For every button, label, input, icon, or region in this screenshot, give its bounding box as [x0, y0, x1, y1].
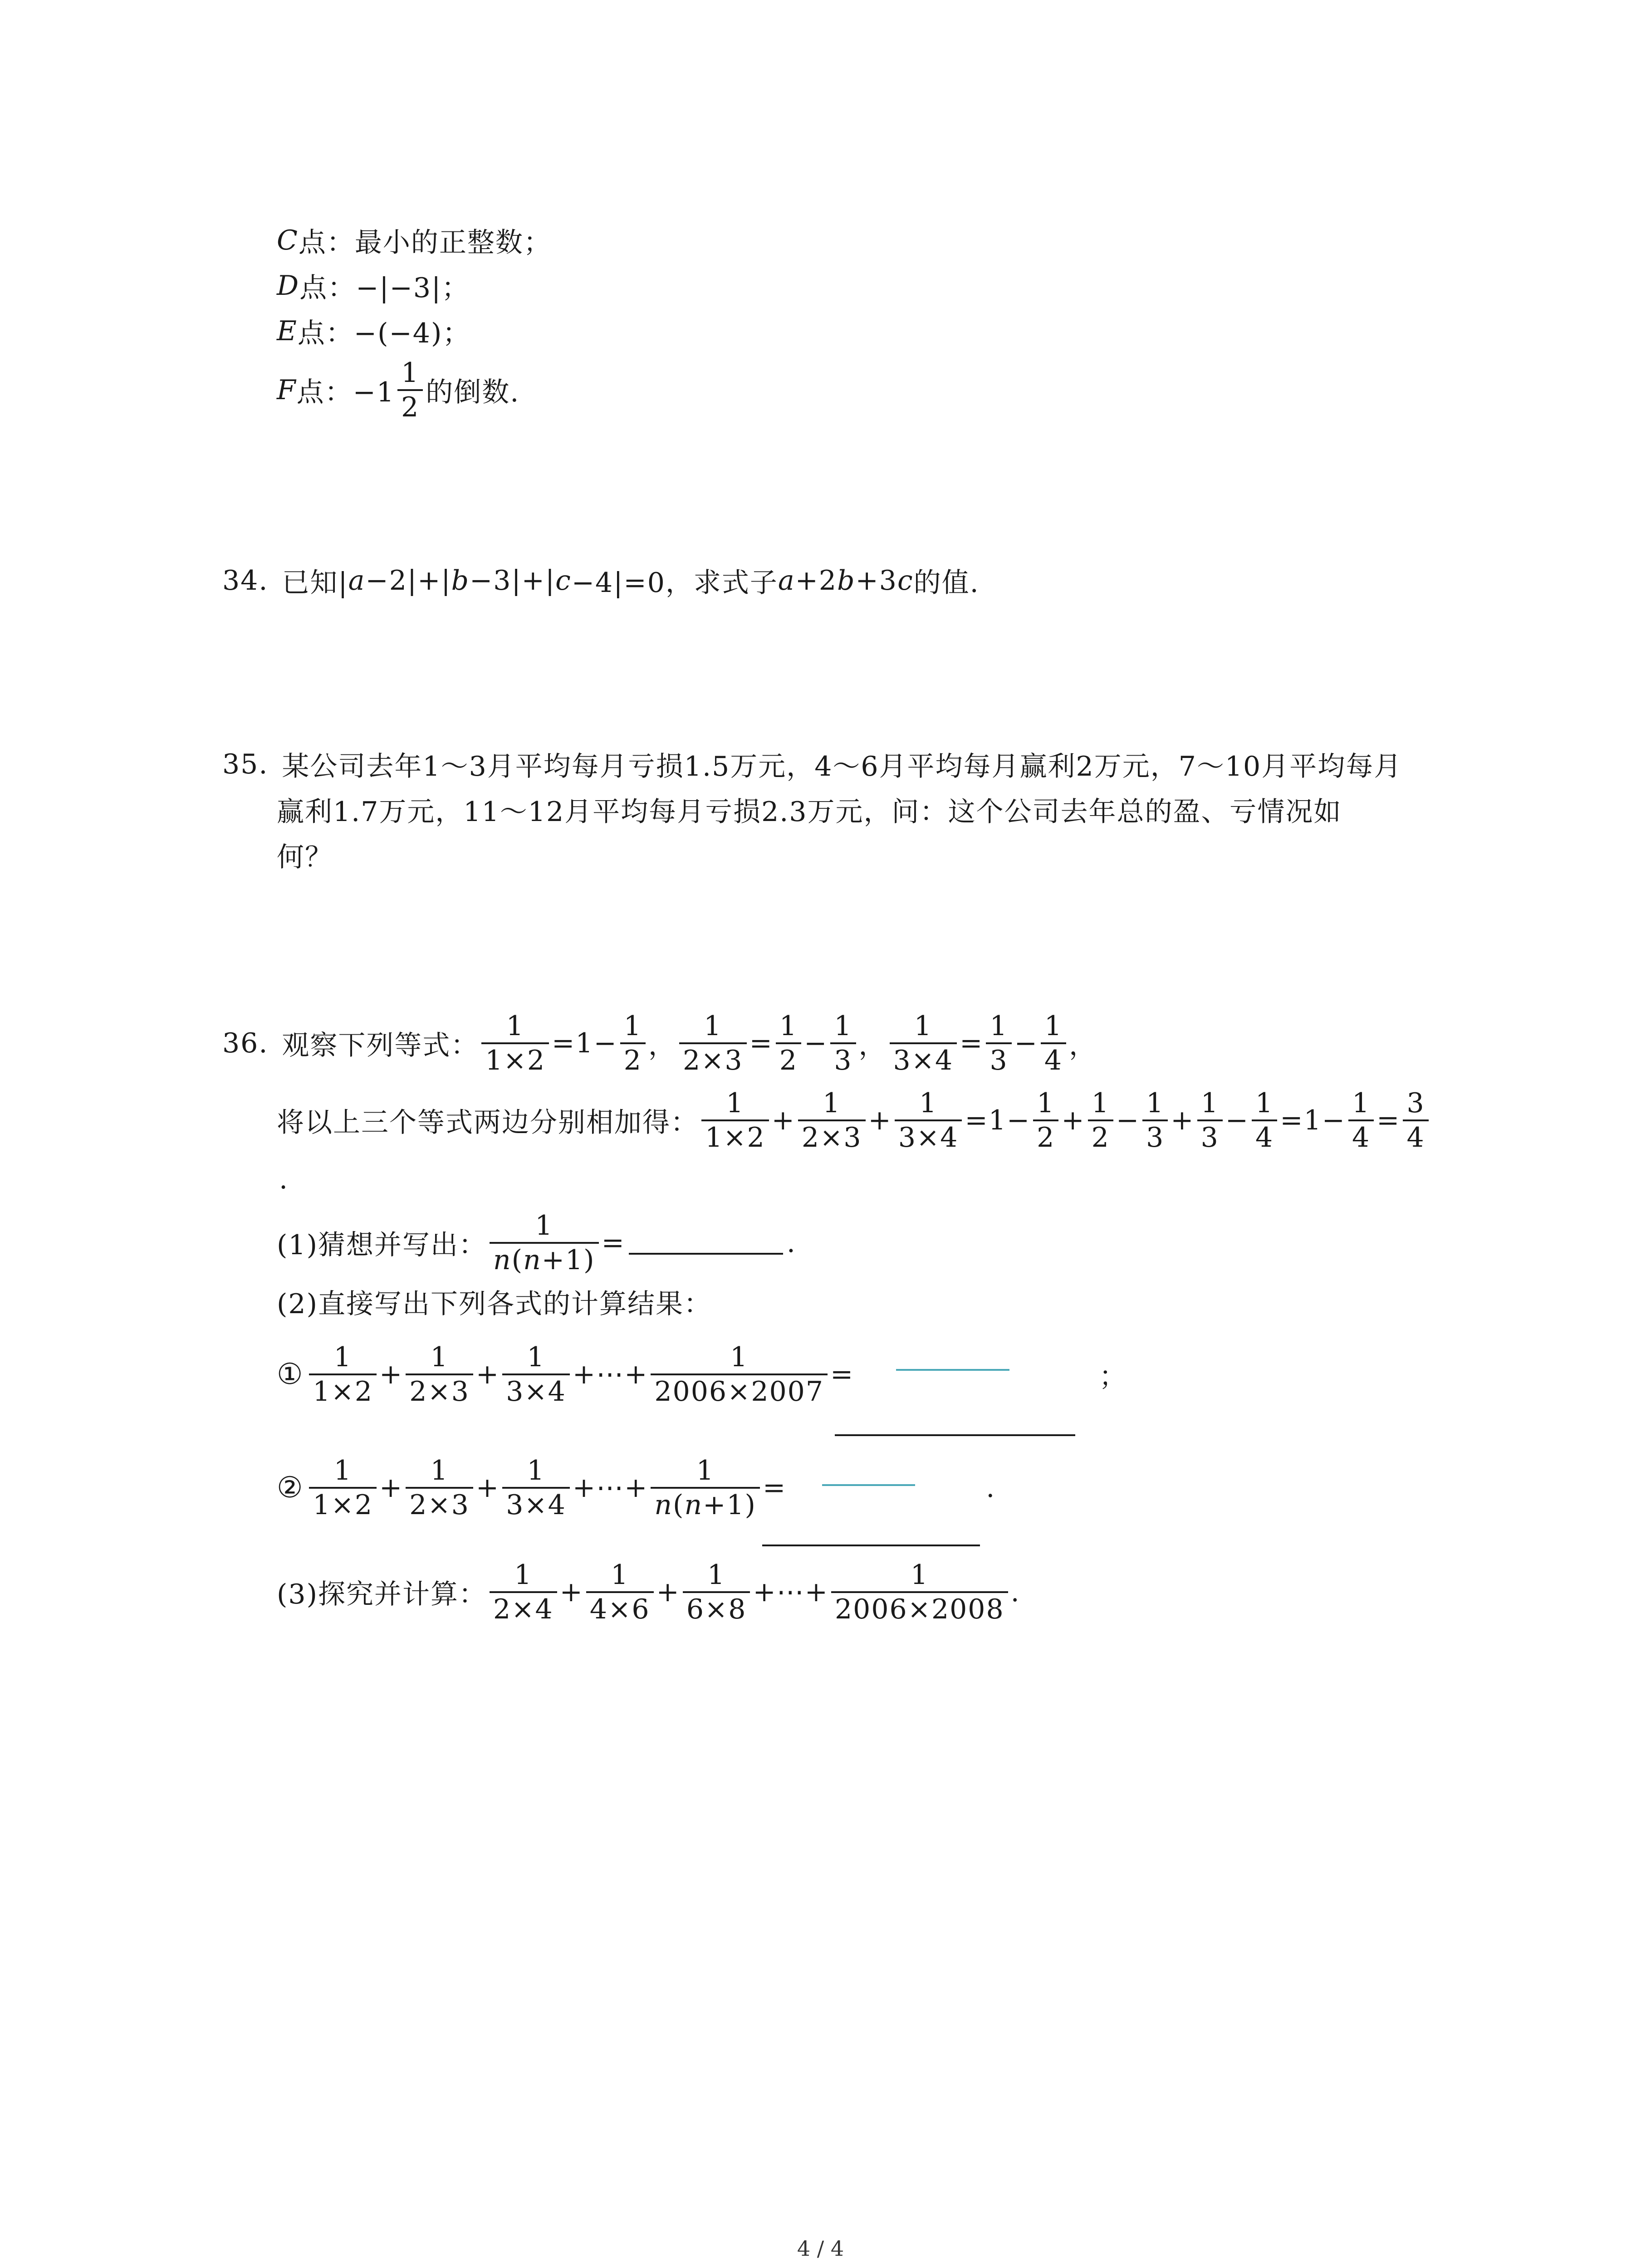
fraction-1-over-n-n-plus-1 — [651, 1454, 760, 1521]
q36-intro: 观察下列等式： — [282, 1030, 479, 1061]
answer-blank[interactable] — [629, 1253, 783, 1255]
fraction-numerator: 3 — [1406, 1087, 1425, 1119]
question-36-sum — [277, 1075, 1431, 1166]
q35-text: 赢利1.7万元，11～12月平均每月亏损2.3万元，问：这个公司去年总的盈、亏情况如 — [277, 796, 1342, 828]
paren-close: +1) — [703, 1489, 756, 1521]
fraction-numerator: 1 — [779, 1010, 798, 1042]
q34-text: −3|+| — [470, 565, 556, 596]
fraction-numerator: 1 — [506, 1010, 524, 1042]
fraction-1-over-1x2 — [481, 1010, 549, 1077]
paren: ( — [511, 1244, 524, 1276]
fraction-1-over-3x4 — [502, 1454, 570, 1521]
period: . — [1010, 1576, 1020, 1608]
fraction-1-over-4 — [1252, 1087, 1277, 1154]
fraction-denominator: 2 — [401, 391, 420, 423]
fraction-denominator: 2 — [623, 1045, 642, 1076]
fraction-1-over-2 — [1033, 1087, 1058, 1154]
fraction-numerator: 1 — [707, 1559, 726, 1591]
fraction-numerator: 1 — [430, 1455, 449, 1486]
fraction-1-over-3x4 — [502, 1341, 570, 1408]
teal-answer-underline — [896, 1369, 1009, 1371]
plus: + — [379, 1359, 403, 1390]
trailing-dot: . — [279, 1163, 289, 1195]
fraction-1-over-4x6 — [586, 1559, 654, 1626]
fraction-1-over-2x3 — [679, 1010, 747, 1077]
question-number: 36. — [222, 1027, 269, 1059]
fraction-1-over-2 — [1088, 1087, 1113, 1154]
fraction-numerator: 1 — [623, 1010, 642, 1042]
fraction-numerator: 1 — [333, 1341, 352, 1373]
q34-text: −2|+| — [365, 565, 451, 596]
question-35-line-3 — [277, 810, 333, 900]
fraction-denominator: 3×4 — [506, 1489, 566, 1521]
fraction-numerator: 1 — [333, 1455, 352, 1486]
part-1-label: (1)猜想并写出： — [277, 1229, 487, 1261]
equals: = — [762, 1472, 787, 1504]
ellipsis-plus: +⋯+ — [753, 1576, 828, 1608]
question-number: 35. — [222, 748, 269, 780]
fraction-1-over-3 — [1197, 1087, 1223, 1154]
point-d-letter: D — [277, 270, 300, 302]
paren-close: +1) — [541, 1244, 595, 1276]
point-f-suffix: 的倒数. — [426, 376, 520, 408]
fraction-numerator: 1 — [1037, 1087, 1055, 1119]
fraction-numerator: 1 — [910, 1559, 929, 1591]
fraction-numerator: 1 — [611, 1559, 629, 1591]
plus: + — [475, 1359, 500, 1390]
plus: + — [1171, 1105, 1195, 1136]
fraction-1-over-4 — [1041, 1010, 1066, 1077]
fraction-denominator: 4 — [1406, 1122, 1425, 1154]
part-3-label: (3)探究并计算： — [277, 1579, 487, 1610]
var-n: n — [493, 1244, 512, 1276]
fraction-denominator: 2006×2007 — [654, 1376, 824, 1408]
fraction-denominator: 2×4 — [493, 1593, 554, 1625]
fraction-1-over-1x2 — [309, 1341, 377, 1408]
point-f-letter: F — [277, 374, 297, 406]
fraction-numerator: 1 — [1091, 1087, 1110, 1119]
var-n: n — [523, 1244, 542, 1276]
fraction-denominator: 1×2 — [313, 1489, 373, 1521]
fraction-numerator: 1 — [989, 1010, 1008, 1042]
equals: = — [1376, 1105, 1401, 1136]
fraction-numerator: 1 — [401, 357, 420, 389]
period: . — [986, 1472, 996, 1504]
q34-text: 已知| — [282, 567, 348, 599]
fraction-numerator: 1 — [914, 1010, 932, 1042]
part-2-item-2 — [277, 1442, 995, 1533]
fraction-1-over-3 — [1142, 1087, 1168, 1154]
q34-text: 的值. — [913, 567, 980, 599]
var-c: c — [555, 565, 572, 596]
fraction-numerator: 1 — [1044, 1010, 1063, 1042]
minus: − — [804, 1027, 828, 1059]
fraction-1-over-3 — [986, 1010, 1011, 1077]
q34-text: −4|=0，求式子 — [571, 567, 778, 599]
minus: − — [1116, 1105, 1140, 1136]
fraction-1-over-2 — [776, 1010, 801, 1077]
answer-underline — [762, 1545, 980, 1546]
equals: = — [601, 1227, 625, 1259]
fraction-denominator — [651, 1489, 760, 1521]
equals: = — [749, 1027, 773, 1059]
period: . — [786, 1227, 796, 1259]
fraction-denominator: 4 — [1255, 1122, 1274, 1154]
fraction-numerator: 1 — [726, 1087, 745, 1119]
fraction-numerator: 1 — [535, 1210, 554, 1242]
page-number: 4 / 4 — [797, 2236, 844, 2261]
minus: − — [1014, 1027, 1038, 1059]
point-c-letter: C — [277, 225, 299, 256]
q36-sum-intro: 将以上三个等式两边分别相加得： — [277, 1107, 699, 1139]
semicolon: ； — [1099, 1361, 1127, 1393]
part-2-item-1 — [277, 1329, 1127, 1420]
equals-one-minus: =1− — [552, 1027, 617, 1059]
fraction-numerator: 1 — [1146, 1087, 1165, 1119]
fraction-numerator: 1 — [1200, 1087, 1219, 1119]
fraction-denominator: 2×3 — [409, 1489, 470, 1521]
fraction-1-over-3x4 — [890, 1010, 957, 1077]
comma: ， — [1069, 1030, 1097, 1061]
fraction-denominator: 6×8 — [686, 1593, 747, 1625]
fraction-denominator: 1×2 — [313, 1376, 373, 1408]
var-a: a — [348, 565, 366, 596]
equals-one-minus: =1− — [1280, 1105, 1346, 1136]
fraction-numerator: 1 — [430, 1341, 449, 1373]
fraction-denominator: 2 — [779, 1045, 798, 1076]
fraction-denominator: 3×4 — [506, 1376, 566, 1408]
fraction-1-over-2 — [620, 1010, 646, 1077]
fraction-denominator: 3 — [834, 1045, 852, 1076]
var-n: n — [684, 1489, 703, 1521]
fraction-1-over-2006x2008 — [831, 1559, 1008, 1626]
fraction-1-over-2x3 — [406, 1454, 473, 1521]
fraction-numerator: 1 — [514, 1559, 533, 1591]
fraction-1-over-1x2 — [701, 1087, 769, 1154]
fraction-1-over-4 — [1348, 1087, 1374, 1154]
fraction-1-over-3 — [830, 1010, 856, 1077]
fraction-denominator: 2 — [1037, 1122, 1055, 1154]
answer-underline — [835, 1434, 1075, 1436]
plus: + — [559, 1576, 583, 1608]
fraction-denominator: 4 — [1044, 1045, 1063, 1076]
ellipsis-plus: +⋯+ — [572, 1359, 648, 1390]
fraction-denominator: 4 — [1352, 1122, 1371, 1154]
fraction-denominator: 2 — [1091, 1122, 1110, 1154]
q35-text: 何？ — [277, 841, 333, 873]
teal-answer-underline — [822, 1484, 915, 1486]
fraction-numerator: 1 — [1255, 1087, 1274, 1119]
fraction-denominator: 1×2 — [705, 1122, 765, 1154]
fraction-1-over-6x8 — [683, 1559, 750, 1626]
comma: ， — [648, 1030, 676, 1061]
minus: − — [1225, 1105, 1249, 1136]
fraction-denominator: 3×4 — [898, 1122, 959, 1154]
fraction-numerator: 1 — [730, 1341, 749, 1373]
mixed-fraction — [397, 357, 423, 424]
var-b: b — [451, 565, 470, 596]
q34-text: +2 — [795, 565, 838, 596]
comma: ， — [858, 1030, 887, 1061]
fraction-numerator: 1 — [527, 1341, 545, 1373]
fraction-3-over-4 — [1403, 1087, 1428, 1154]
plus: + — [379, 1472, 403, 1504]
plus: + — [475, 1472, 500, 1504]
fraction-numerator: 1 — [919, 1087, 938, 1119]
var-a: a — [778, 565, 795, 596]
fraction-numerator: 1 — [834, 1010, 852, 1042]
var-n: n — [654, 1489, 673, 1521]
plus: + — [771, 1105, 795, 1136]
fraction-numerator: 1 — [1352, 1087, 1371, 1119]
point-c-text: 点：最小的正整数； — [298, 227, 552, 259]
fraction-denominator: 3 — [989, 1045, 1008, 1076]
fraction-denominator: 2×3 — [801, 1122, 862, 1154]
point-f-line — [277, 345, 519, 435]
fraction-1-over-3x4 — [895, 1087, 962, 1154]
part-2-label: (2)直接写出下列各式的计算结果： — [277, 1288, 712, 1320]
fraction-numerator: 1 — [696, 1455, 715, 1486]
plus: + — [1061, 1105, 1085, 1136]
fraction-denominator: 4×6 — [589, 1593, 650, 1625]
fraction-1-over-2006x2007 — [651, 1341, 828, 1408]
fraction-denominator: 1×2 — [485, 1045, 546, 1076]
fraction-1-over-2x3 — [798, 1087, 866, 1154]
circled-two: ② — [277, 1471, 304, 1505]
fraction-numerator: 1 — [823, 1087, 841, 1119]
fraction-denominator: 3 — [1200, 1122, 1219, 1154]
q34-text: +3 — [855, 565, 897, 596]
fraction-denominator: 3 — [1146, 1122, 1165, 1154]
point-f-prefix: 点：−1 — [296, 376, 395, 408]
point-e-text: 点：−(−4)； — [297, 318, 471, 349]
fraction-1-over-1x2 — [309, 1454, 377, 1521]
fraction-numerator: 1 — [527, 1455, 545, 1486]
var-c: c — [897, 565, 914, 596]
equals: = — [830, 1359, 854, 1390]
question-34 — [222, 535, 980, 626]
circled-one: ① — [277, 1358, 304, 1391]
paren: ( — [673, 1489, 685, 1521]
equals-one-minus: =1− — [965, 1105, 1031, 1136]
point-d-text: 点：−|−3|； — [299, 272, 470, 304]
question-number: 34. — [222, 565, 269, 596]
fraction-denominator: 3×4 — [893, 1045, 954, 1076]
fraction-denominator: 2×3 — [682, 1045, 743, 1076]
fraction-1-over-2x3 — [406, 1341, 473, 1408]
fraction-denominator: 2×3 — [409, 1376, 470, 1408]
plus: + — [868, 1105, 892, 1136]
ellipsis-plus: +⋯+ — [572, 1472, 648, 1504]
point-e-letter: E — [277, 315, 298, 347]
question-35-line-2 — [277, 764, 1342, 855]
fraction-1-over-2x4 — [490, 1559, 557, 1626]
plus: + — [656, 1576, 680, 1608]
fraction-numerator: 1 — [704, 1010, 722, 1042]
fraction-denominator: 2006×2008 — [834, 1593, 1004, 1625]
q35-text: 某公司去年1～3月平均每月亏损1.5万元，4～6月平均每月赢利2万元，7～10月平均每月 — [282, 751, 1402, 782]
var-b: b — [837, 565, 856, 596]
equals: = — [960, 1027, 984, 1059]
part-3-line — [277, 1547, 1020, 1637]
